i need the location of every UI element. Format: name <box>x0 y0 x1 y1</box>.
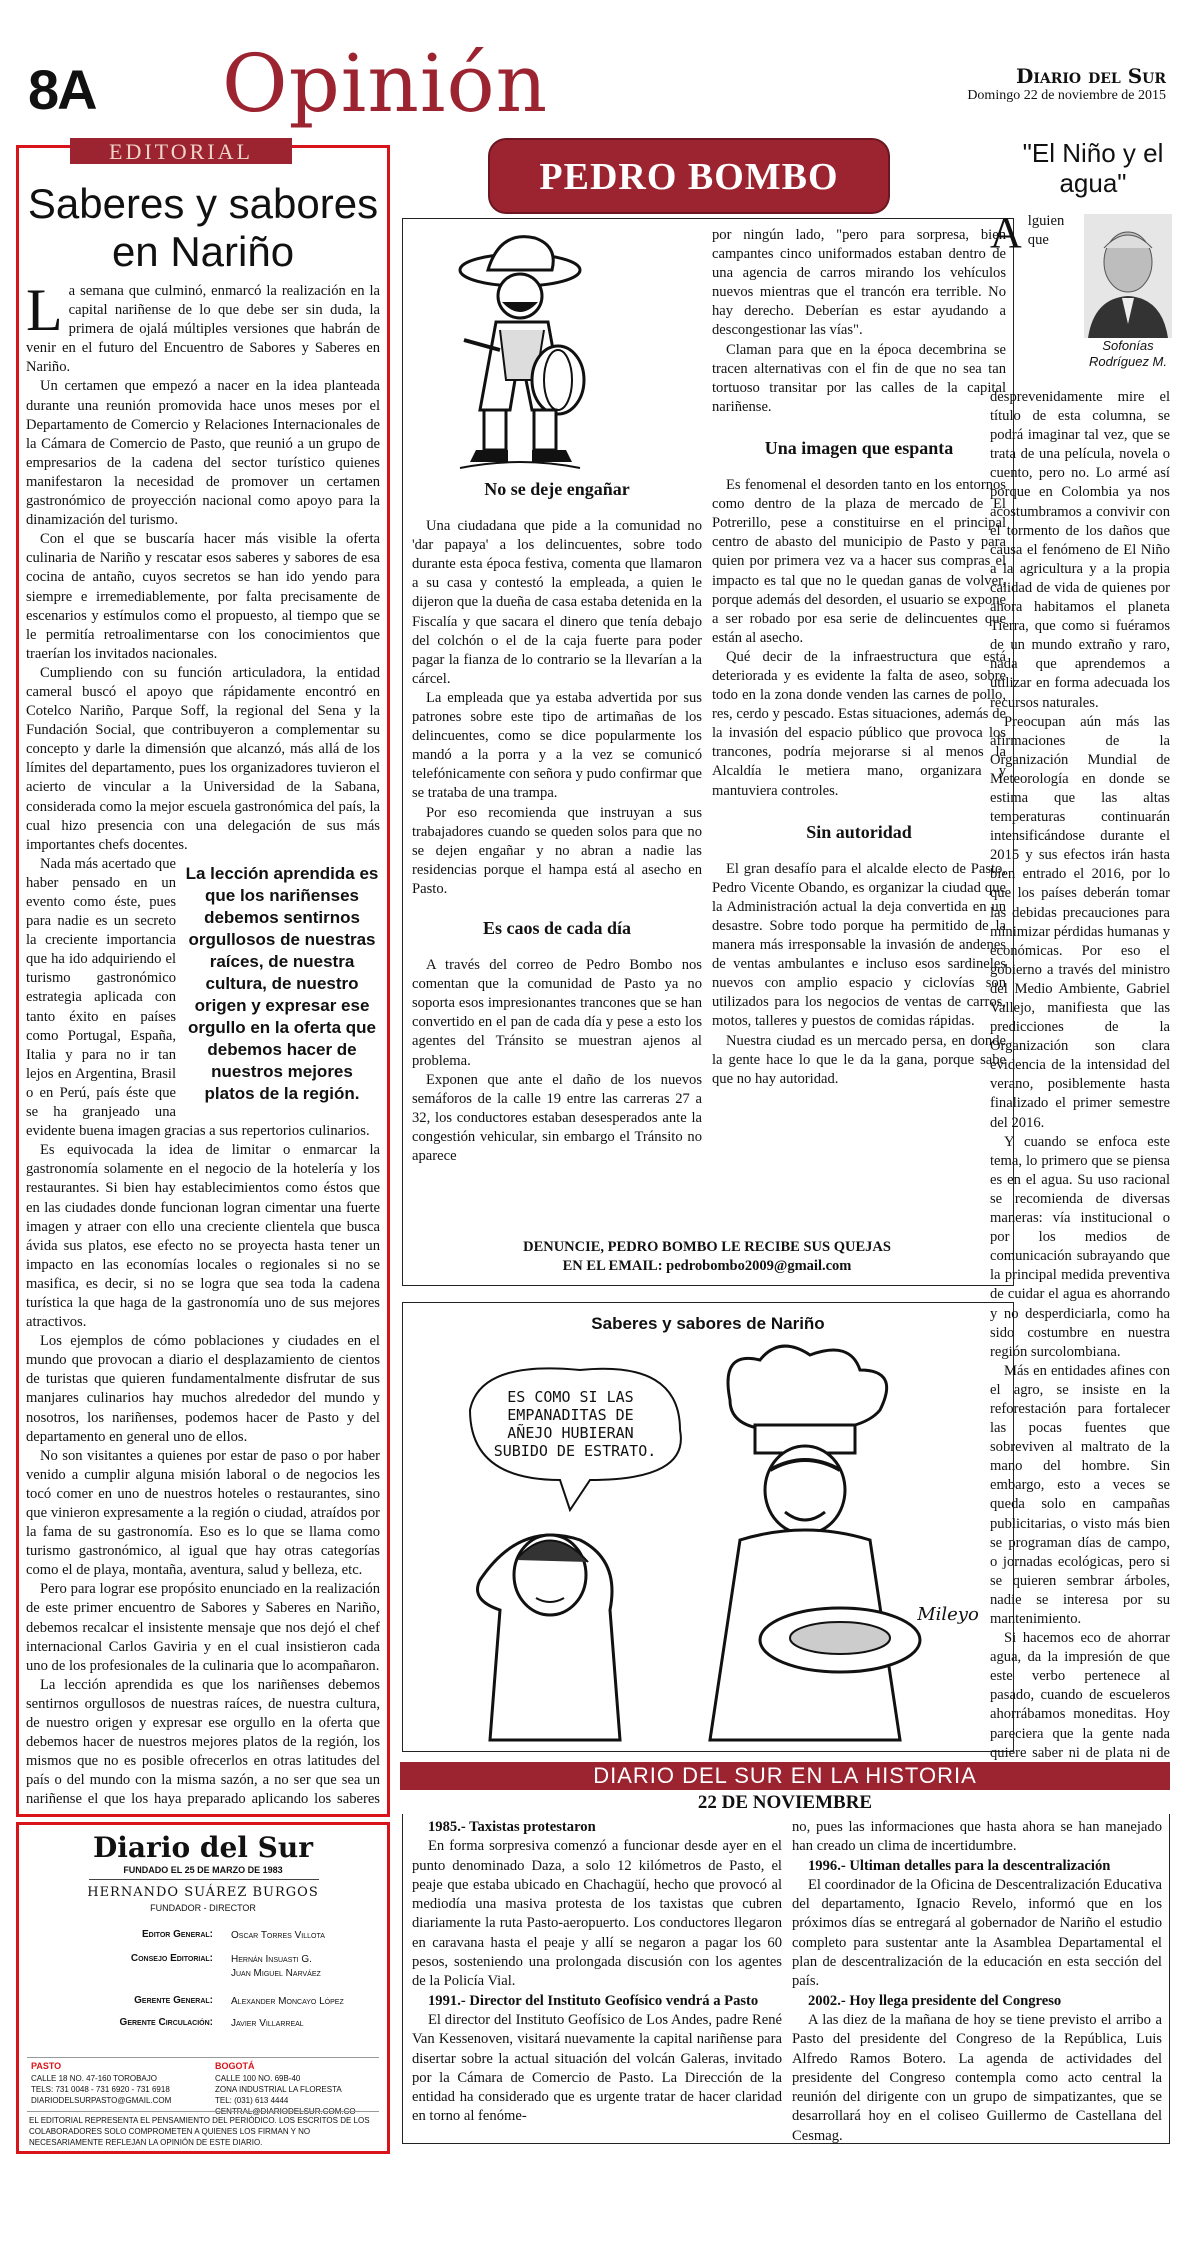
staff-label: Gerente General: <box>134 1995 213 2006</box>
editorial-paragraph: Cumpliendo con su función articuladora, la entidad cameral buscó el apoyo que rápidamente encontró en Cotelco Nariño, Parque Soff, la regional del Sena y la Fundación Social, que contribuyeron a complementar su concepto y darle la dimensión que alcanzó, más allá de los límites del departamento, pues los organizadores tuvieron el acierto de vincular a la Universidad de la Sabana, considerada como la mejor escuela gastronómica del país, la cual hizo presencia con una delegación de sus más importantes chefs docentes. <box>26 664 380 853</box>
historia-col-1 <box>412 1818 782 2127</box>
editorial-title: Saberes y sabores en Nariño <box>27 180 379 275</box>
column-lead: lguien que desprevenidamente mire el título de esta columna, se podrá imaginar tal vez, que se trata de una película, novela o cuento, pero no. Lo armé así porque en Colombia ya nos acostumbramos a convivir con el tormento de los daños que causa el fenómeno de El Niño a la agricultura y a la propia calidad de vida de quienes por ahora habitamos el planeta Tierra, que como si fuéramos de un mundo extraño y raro, nada que aprendemos a utilizar en forma adecuada los recursos naturales. <box>990 213 1170 711</box>
pb-footer-email: EN EL EMAIL: pedrobombo2009@gmail.com <box>562 1258 852 1274</box>
pb-paragraph: A través del correo de Pedro Bombo nos comentan que la comunidad de Pasto ya no soporta esos impresionantes trancones que se han convertido en el pan de cada día y pese a esto los agentes del Tránsito se muestran ajenos al problema. <box>412 957 702 1069</box>
historia-entry-text: El director del Instituto Geofísico de Los Andes, padre René Van Kessenoven, visitará nuevamente la capital nariñense para disertar sobre la actual situación del volcán Galeras, invitado por la Cámara de Comercio de Pasto. La Dirección de la entidad ha considerado que es urgente tratar de hacer claridad en torno al fenóme- <box>412 2011 782 2125</box>
pb-footer-line: DENUNCIE, PEDRO BOMBO LE RECIBE SUS QUEJAS <box>523 1239 891 1255</box>
staff-value: Oscar Torres Villota <box>231 1930 325 1941</box>
office-city: BOGOTÁ <box>215 2061 255 2071</box>
drummer-illustration <box>440 230 600 475</box>
staff-value: Javier Villarreal <box>231 2018 304 2029</box>
editorial-paragraph: Nada más acertado que haber pensado en un evento como éste, pues para nadie es un secreto la creciente importancia que ha ido adquiriendo el turismo gastronómico estrategia aplicada con tanto éxito en países como Portugal, España, Italia y para no ir tan lejos en Argentina, Brasil o en Perú, país éste que se ha granjeado una evidente buena imagen gracias a sus repertorios culinarios. <box>26 855 370 1140</box>
pedro-bombo-col-2 <box>712 226 1006 1089</box>
pb-paragraph: Claman para que en la época decembrina se tracen alternativas con el fin de que no sea tan tortuoso transitar por las calles de la capital nariñense. <box>712 341 1006 415</box>
editorial-pullquote: La lección aprendida es que los nariñenses debemos sentirnos orgullosos de nuestras raíces, de nuestra cultura, de nuestro origen y expresar ese orgullo en la oferta que debemos hacer de nuestros mejores platos de la región. <box>185 863 379 1103</box>
historia-entry-head: 1985.- Taxistas protestaron <box>428 1819 596 1835</box>
historia-entry-head: 1991.- Director del Instituto Geofísico vendrá a Pasto <box>428 1992 759 2009</box>
pb-paragraph: La empleada que ya estaba advertida por sus patrones sobre este tipo de artimañas de los delincuentes, como se dice popularmente los mandó a la porra y a la vez se comunicó telefónicamente con señora y pudo confirmar que se trataba de una trampa. <box>412 689 702 802</box>
office-address: CALLE 100 NO. 69B-40 ZONA INDUSTRIAL LA FLORESTA TEL: (031) 613 4444 CENTRAL@DIARIODELSUR.COM.CO <box>215 2074 356 2116</box>
historia-entry-text: En forma sorpresiva comenzó a funcionar desde ayer en el punto denominado Daza, a solo 12 kilómetros de Pasto, el peaje que estaba ubicado en Chachagüí, hecho que provocó al mediodía una masiva protesta de los taxistas que cubren diariamente la ruta Pasto-aeropuerto. Los conductores llegaron en caravana hasta el peaje y allí se negaron a pagar los 60 pesos, sosteniendo una prolongada discusión con los agentes de la Policía Vial. <box>412 1838 782 1990</box>
pb-heading: Es caos de cada día <box>482 917 632 938</box>
historia-entry-text: no, pues las informaciones que hasta ahora se han manejado han creado un clima de incertidumbre. <box>792 1819 1162 1855</box>
credits-founder-role: FUNDADOR - DIRECTOR <box>150 1903 256 1913</box>
issue-date: Domingo 22 de noviembre de 2015 <box>967 88 1166 103</box>
historia-entry-head: 2002.- Hoy llega presidente del Congreso <box>808 1992 1062 2009</box>
staff-value: Hernán Insuasti G. Juan Miguel Narváez <box>231 1954 321 1979</box>
pedro-bombo-footer <box>412 1238 1002 1276</box>
editorial-lead: a semana que culminó, enmarcó la realización en la capital nariñense de lo que debe ser sin duda, la primera de ojalá múltiples versiones que habrán de venir en el futuro del Encuentro de Sabores y Saberes en Nariño. <box>26 283 380 376</box>
cartoon-title: Saberes y sabores de Nariño <box>591 1314 825 1333</box>
column-paragraph: Y cuando se enfoca este tema, lo primero que se piensa es en el agua. Su uso racional se recomienda de diversas maneras: vía institucional o por los medios de comunicación subrayando que la principal medida preventiva de cuidar el agua es ahorrando y no desperdiciarla, como ha sido costumbre en nuestra región surcolombiana. <box>990 1133 1170 1360</box>
pb-heading: Una imagen que espanta <box>764 437 954 458</box>
credits-founder: HERNANDO SUÁREZ BURGOS <box>87 1885 319 1900</box>
pb-heading: No se deje engañar <box>484 479 630 499</box>
cartoon-signature: Mileyo <box>917 1604 979 1625</box>
pb-paragraph: Qué decir de la infraestructura que está deteriorada y es evidente la falta de aseo, sobre todo en la zona donde venden las carnes de pollo, res, cerdo y pescado. Estas situaciones, además de la invasión del espacio público que provoca los trancones, podría mejorarse si al menos la Alcaldía le metiera mano, organizara y mantuviera controles. <box>712 648 1006 799</box>
column-paragraph: Si hacemos eco de ahorrar agua, da la impresión de que este verbo pertenece al pasado, cuando de escueleros ahorrábamos moneditas. Hoy pareciera que la gente nada quiere saber ni de plata ni de <box>990 1630 1170 1760</box>
column-dropcap: A <box>990 212 1022 257</box>
column-paragraph: Preocupan aún más las afirmaciones de la Organización Mundial de Meteorología en donde se estima que las altas temperaturas continuarán intensificándose durante el 2015 y sus efectos irán hasta bien entrado el 2016, por lo que los países deberán tomar las debidas precauciones para minimizar pérdidas humanas y económicas. Por eso el gobierno a través del ministro del Medio Ambiente, Gabriel Vallejo, manifiesta que las predicciones de la Organización son clara evidencia de la intensidad del verano, posiblemente hasta finalizado el primer semestre del 2016. <box>990 713 1170 1131</box>
column-title: "El Niño y el agua" <box>1022 138 1164 198</box>
credits-founded: FUNDADO EL 25 DE MARZO DE 1983 <box>123 1865 283 1875</box>
pb-paragraph: Nuestra ciudad es un mercado persa, en donde la gente hace lo que le da la gana, porque sabe que no hay autoridad. <box>712 1032 1006 1087</box>
cartoon-speech: ES COMO SI LAS EMPANADITAS DE AÑEJO HUBIERAN SUBIDO DE ESTRATO. <box>493 1388 657 1460</box>
editorial-label: EDITORIAL <box>70 138 292 164</box>
pb-paragraph: Exponen que ante el daño de los nuevos semáforos de la calle 19 entre las carreras 27 a 32, los conductores estaban desesperados ante la congestión vehicular, sin embargo el Tránsito no aparece <box>412 1071 702 1164</box>
historia-col-2 <box>792 1818 1162 2146</box>
editorial-paragraph: Un certamen que empezó a nacer en la idea planteada durante una reunión promovida hace unos meses por el Departamento de Comercio y Relaciones Internacionales de la Cámara de Comercio de Pasto, que reunió a un grupo de empresarios de la cadena del sector turístico quienes manifestaron la necesidad de promover un certamen gastronómico de proyección nacional como apoyo para la dinamización del turismo. <box>26 378 380 529</box>
editorial-body <box>26 282 380 1806</box>
staff-label: Editor General: <box>142 1929 213 1940</box>
column-paragraph: Más en entidades afines con el agro, se insiste en la reforestación para fortalecer las pocas fuentes que sobreviven al maltrato de la mano del hombre. Sin embargo, esto a veces se queda solo en campañas publicitarias, o visto más bien se programan días de campo, o jornadas ecológicas, pero si se quieren sembrar árboles, nadie se interesa por su mantenimiento. <box>990 1362 1170 1627</box>
historia-entry-text: El coordinador de la Oficina de Descentralización Educativa del departamento, Ignacio Revelo, informó que en los próximos días se entregará al gobernador de Nariño el estudio completo para sustentar ante la Asamblea Departamental el plan de descentralización de la educación en esta sección del país. <box>792 1876 1162 1990</box>
office-address: CALLE 18 NO. 47-160 TOROBAJO TELS: 731 0048 - 731 6920 - 731 6918 DIARIODELSURPASTO@GMAIL.COM <box>31 2074 172 2105</box>
office-city: PASTO <box>31 2061 62 2071</box>
page-number: 8A <box>28 58 96 121</box>
staff-label: Gerente Circulación: <box>119 2017 213 2028</box>
editorial-paragraph: Los ejemplos de cómo poblaciones y ciudades en el mundo que provocan a diario el desplazamiento de cientos de turistas que quieren fundamentalmente disfrutar de sus manjares culinarios hay muchos alrededor del mundo y nosotros, los nariñenses, podemos hacer de Pasto y del departamento en general uno de ellos. <box>26 1333 380 1445</box>
credits-logo: Diario del Sur <box>93 1831 313 1864</box>
historia-date: 22 DE NOVIEMBRE <box>697 1792 873 1813</box>
cartoon-illustration <box>420 1340 1000 1750</box>
historia-banner: DIARIO DEL SUR EN LA HISTORIA <box>400 1762 1170 1790</box>
pb-paragraph: por ningún lado, "pero para sorpresa, bien campantes cinco uniformados estaban dentro de una agencia de carros mirando los vehículos nuevos mientras que el trancón era terrible. No hay derecho. Deberían es estar ayudando a descongestionar las vías". <box>712 227 1006 339</box>
pedro-bombo-col-1 <box>412 480 702 1166</box>
editorial-paragraph: No son visitantes a quienes por estar de paso o por haber venido a cumplir alguna misión laboral o de negocios les tocó comer en uno de nuestros hoteles o restaurantes, sino que vinieron expresamente a la región o ciudad, atraídos por la fama de su gastronomía. Eso es lo que se llama como turismo gastronómico, al igual que hay otras categorías como el de playa, montaña, aventura, salud y belleza, etc. <box>26 1447 380 1579</box>
editorial-paragraph: Es equivocada la idea de limitar o enmarcar la gastronomía solamente en el negocio de la hotelería y los restaurantes. Si bien hay establecimientos como éstos que en las ciudades donde funcionan logran cimentar una fuerte imagen y atraer con ello una creciente clientela que busca ávida sus platos, ese efecto no se proyecta hasta tener un impacto en las economías locales o regionales si no se masifica, es decir, si no se logra que sea toda la cadena turística la que haga de la gastronomía uno de sus mejores atractivos. <box>26 1142 380 1331</box>
credits-box <box>16 1822 390 2154</box>
pb-paragraph: Es fenomenal el desorden tanto en los entornos como dentro de la plaza de mercado de El Potrerillo, pese a constituirse en el principal centro de abasto del municipio de Pasto y para quien por primera vez va a hacer sus compras el impacto es tal que no le quedan ganas de volver, porque además del desorden, el usuario se expone a ser robado por esa serie de delincuentes que están al asecho. <box>712 477 1006 646</box>
editorial-paragraph: Pero para lograr ese propósito enunciado en la realización de este primer encuentro de Sabores y Saberes en Nariño, debemos recalcar el insistente mensaje que nos dejó el chef internacional Carlos Gaviria y en el cual insistieron cada uno de los profesionales de la culinaria que lo acompañaron. <box>26 1581 380 1674</box>
author-name: Sofonías Rodríguez M. <box>1088 338 1168 369</box>
section-title: Opinión <box>222 37 549 130</box>
staff-label: Consejo Editorial: <box>130 1953 213 1964</box>
historia-entry-text: A las diez de la mañana de hoy se tiene previsto el arribo a Pasto del presidente del Congreso de la República, Luis Alfredo Ramos Botero. La agenda de actividades del presidente del Congreso contempla como acto central la reunión del dirigente con un grupo de simpatizantes, que se desarrollará hoy en el coliseo Guillermo de Castellana del Cesmag. <box>792 2011 1162 2144</box>
editorial-paragraph: La lección aprendida es que los nariñenses debemos sentirnos orgullosos de nuestras raíces, de nuestra cultura, de nuestro origen y expresar ese orgullo en la oferta que debemos hacer de nuestros mejores platos de la región, los mismos que no es posible ofrecerlos en otras latitudes del país o del mundo con la misma sazón, a no ser que sea un nariñense el que los haya preparado aplicando los saberes <box>26 1676 380 1806</box>
masthead-logo: Diario del Sur <box>1015 64 1166 88</box>
staff-value: Alexander Moncayo López <box>231 1996 344 2007</box>
editorial-paragraph: Con el que se buscaría hacer más visible la oferta culinaria de Nariño y rescatar esos saberes y sabores de esa cocina de antaño, cuyos secretos se han ido yendo para siempre e irremediablemente, por falta precisamente de escenarios y estímulos como el propuesto, al tiempo que se le permitía retroalimentarse con los conocimientos que traerían los invitados nacionales. <box>26 531 380 662</box>
pb-heading: Sin autoridad <box>806 821 912 842</box>
pb-paragraph: Por eso recomienda que instruyan a sus trabajadores cuando se queden solos para que no se dejen engañar y no abran a nadie las residencias porque el hampa está al asecho en Pasto. <box>412 804 702 897</box>
column-body <box>990 212 1170 1760</box>
historia-entry-head: 1996.- Ultiman detalles para la descentralización <box>808 1857 1111 1874</box>
editorial-lead-paragraph <box>26 282 380 377</box>
credits-disclaimer: EL EDITORIAL REPRESENTA EL PENSAMIENTO DEL PERIÓDICO. LOS ESCRITOS DE LOS COLABORADORES SOLO COMPROMETEN A QUIENES LOS FIRMAN Y NO NECESARIAMENTE REFLEJAN LA OPINIÓN DE ESTE DIARIO. <box>29 2116 370 2147</box>
editorial-dropcap: L <box>26 282 63 343</box>
pedro-bombo-banner: PEDRO BOMBO <box>490 140 888 212</box>
pb-paragraph: El gran desafío para el alcalde electo de Pasto, Pedro Vicente Obando, es organizar la ciudad que la Administración actual la deja convertida en un desastre. Sobre todo porque ha permitido de la manera más irresponsable la invasión de andenes de ventas ambulantes e incluso esos sardineles nuevos con amplio espacio y ciclovías son utilizados para los negocios de ventas de carros, motos, talleres y puestos de comidas rápidas. <box>712 860 1006 1030</box>
pb-paragraph: Una ciudadana que pide a la comunidad no 'dar papaya' a los delincuentes, sobre todo durante esta época festiva, comenta que llamaron a su casa y contestó la empleada, a quien le dijeron que la dueña de casa estaba detenida en la Fiscalía y que sacara el dinero que tenía debajo del colchón o el de la caja fuerte para poder pagar la fianza de lo contrario se la llevarían a la cárcel. <box>412 518 702 687</box>
